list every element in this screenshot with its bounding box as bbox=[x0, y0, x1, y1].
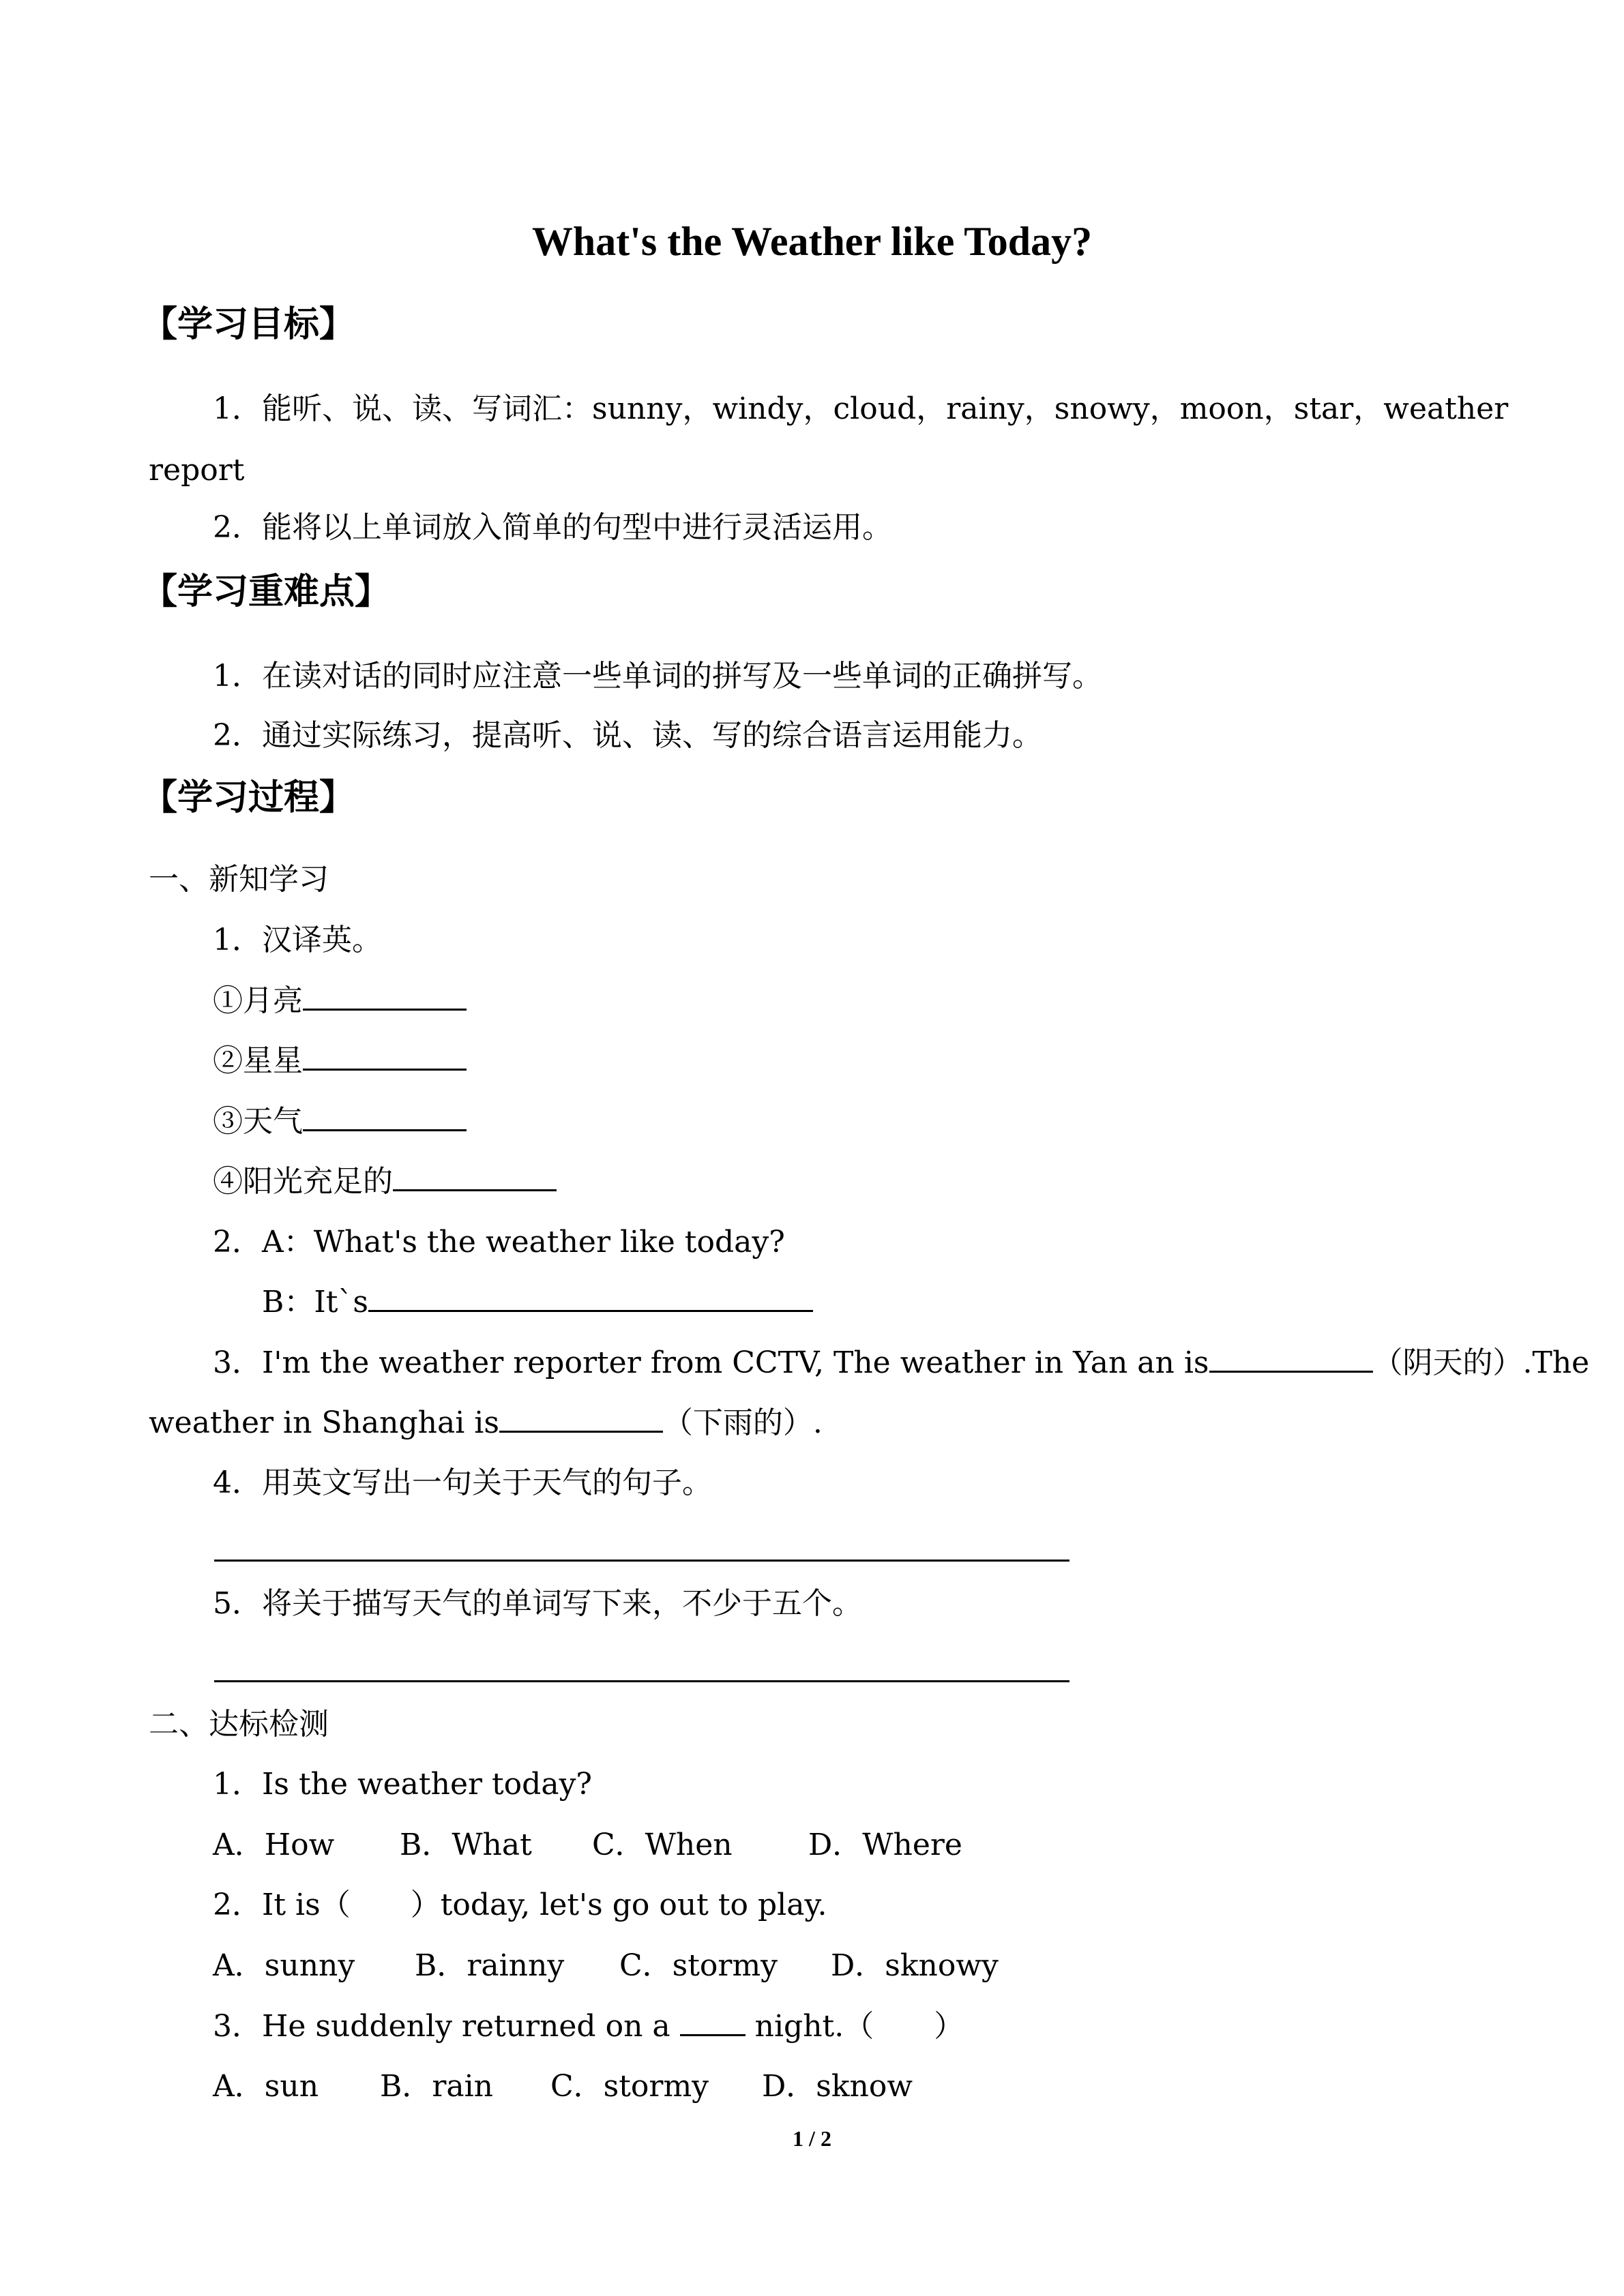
mc-option[interactable]: A．sun bbox=[213, 2069, 319, 2104]
mc-option[interactable]: A．How bbox=[213, 1828, 335, 1862]
goal-item-1-continued: report bbox=[149, 453, 245, 488]
mc-option[interactable]: B．What bbox=[400, 1828, 532, 1862]
translation-item bbox=[213, 983, 467, 1018]
answer-blank[interactable] bbox=[368, 1309, 813, 1312]
mc-option[interactable]: A．sunny bbox=[213, 1948, 355, 1983]
translation-item bbox=[213, 1043, 467, 1078]
answer-blank[interactable] bbox=[303, 1008, 467, 1011]
dialogue-b-label: B：It`s bbox=[262, 1285, 368, 1320]
answer-blank[interactable] bbox=[303, 1068, 467, 1071]
mc-option[interactable]: D．sknow bbox=[762, 2069, 913, 2104]
mc-question-stem bbox=[213, 2009, 964, 2044]
translation-item-label: ③天气 bbox=[213, 1104, 303, 1139]
answer-blank[interactable] bbox=[499, 1430, 663, 1433]
mc-question-stem: 1．Is the weather today? bbox=[213, 1767, 593, 1802]
part1-q1-prompt: 1．汉译英。 bbox=[213, 923, 382, 957]
mc-option[interactable]: B．rain bbox=[380, 2069, 494, 2104]
key-point-item-1: 1．在读对话的同时应注意一些单词的拼写及一些单词的正确拼写。 bbox=[213, 659, 1102, 694]
translation-item bbox=[213, 1164, 557, 1199]
mc-option[interactable]: B．rainny bbox=[415, 1948, 565, 1983]
mc-option[interactable]: D．Where bbox=[808, 1828, 962, 1862]
part1-title: 一、新知学习 bbox=[149, 862, 329, 897]
answer-line[interactable] bbox=[214, 1560, 1069, 1562]
part1-q2-line-b bbox=[262, 1285, 813, 1320]
part1-q3-line-2 bbox=[149, 1405, 823, 1440]
mc-question-stem: 2．It is（ ）today, let's go out to play. bbox=[213, 1888, 827, 1922]
q3-text-part-2: weather in Shanghai is bbox=[149, 1405, 499, 1440]
key-point-item-2: 2．通过实际练习，提高听、说、读、写的综合语言运用能力。 bbox=[213, 718, 1042, 753]
page-title: What's the Weather like Today? bbox=[531, 219, 1093, 264]
part1-q5-prompt: 5．将关于描写天气的单词写下来，不少于五个。 bbox=[213, 1586, 862, 1621]
answer-blank[interactable] bbox=[680, 2033, 745, 2036]
section-heading-key-points: 【学习重难点】 bbox=[142, 571, 391, 612]
mc-option[interactable]: C．stormy bbox=[619, 1948, 778, 1983]
goal-item-1: 1．能听、说、读、写词汇：sunny，windy，cloud，rainy，snowy，moon，star，weather bbox=[213, 391, 1509, 426]
part1-q4-prompt: 4．用英文写出一句关于天气的句子。 bbox=[213, 1465, 712, 1500]
mc-option[interactable]: C．When bbox=[592, 1828, 733, 1862]
translation-item-label: ④阳光充足的 bbox=[213, 1164, 393, 1199]
mc-option[interactable]: C．stormy bbox=[550, 2069, 709, 2104]
part1-q3-line-1 bbox=[213, 1345, 1590, 1380]
mc-stem-before: 3．He suddenly returned on a bbox=[213, 2009, 670, 2044]
page-number: 1 / 2 bbox=[793, 2126, 831, 2151]
mc-options-row bbox=[213, 1948, 999, 1983]
translation-item-label: ②星星 bbox=[213, 1043, 303, 1078]
mc-stem-after: night.（ ） bbox=[754, 2009, 964, 2044]
q3-hint-2: （下雨的）. bbox=[662, 1405, 823, 1440]
goal-item-2: 2．能将以上单词放入简单的句型中进行灵活运用。 bbox=[213, 510, 892, 545]
answer-blank[interactable] bbox=[1209, 1370, 1373, 1373]
q3-text-part-1: 3．I'm the weather reporter from CCTV, The weather in Yan an is bbox=[213, 1345, 1209, 1380]
section-heading-goals: 【学习目标】 bbox=[142, 304, 355, 345]
translation-item bbox=[213, 1104, 467, 1139]
mc-option[interactable]: D．sknowy bbox=[831, 1948, 999, 1983]
answer-line[interactable] bbox=[214, 1680, 1069, 1682]
answer-blank[interactable] bbox=[303, 1129, 467, 1131]
part1-q2-line-a: 2．A：What's the weather like today? bbox=[213, 1225, 785, 1259]
mc-options-row bbox=[213, 1830, 962, 1860]
answer-blank[interactable] bbox=[393, 1189, 557, 1191]
mc-options-row bbox=[213, 2069, 913, 2104]
translation-item-label: ①月亮 bbox=[213, 983, 303, 1018]
section-heading-process: 【学习过程】 bbox=[142, 777, 355, 818]
q3-hint-1: （阴天的）.The bbox=[1372, 1345, 1590, 1380]
part2-title: 二、达标检测 bbox=[149, 1707, 329, 1742]
